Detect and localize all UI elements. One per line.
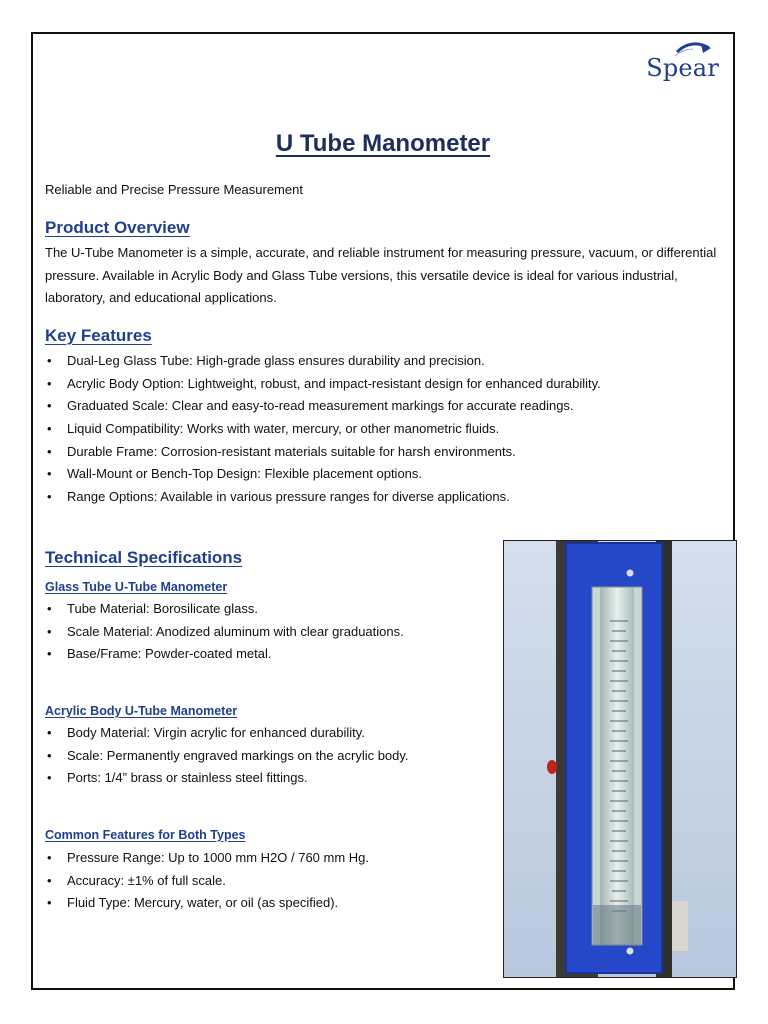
tagline: Reliable and Precise Pressure Measurement — [45, 182, 303, 197]
list-item: • Graduated Scale: Clear and easy-to-read measurement markings for accurate readings. — [45, 395, 601, 418]
list-item: • Tube Material: Borosilicate glass. — [45, 598, 404, 621]
document-page — [31, 32, 735, 990]
list-item: • Body Material: Virgin acrylic for enhanced durability. — [45, 722, 409, 745]
list-item: • Liquid Compatibility: Works with water, mercury, or other manometric fluids. — [45, 418, 601, 441]
overview-text: The U-Tube Manometer is a simple, accurate, and reliable instrument for measuring pressure, vacuum, or differential pressure. Available in Acrylic Body and Glass Tube versions, this versatile device is ideal for various industrial, laboratory, and educational applications. — [45, 245, 717, 305]
acrylic-body-subheading: Acrylic Body U-Tube Manometer — [45, 704, 238, 718]
manometer-illustration — [504, 541, 737, 978]
glass-tube-subheading: Glass Tube U-Tube Manometer — [45, 580, 228, 594]
list-item: • Accuracy: ±1% of full scale. — [45, 870, 369, 893]
overview-heading: Product Overview — [45, 218, 190, 237]
list-item: • Wall-Mount or Bench-Top Design: Flexible placement options. — [45, 463, 601, 486]
key-features-heading: Key Features — [45, 326, 152, 345]
acrylic-body-specs-list — [45, 722, 409, 790]
list-item: • Fluid Type: Mercury, water, or oil (as specified). — [45, 892, 369, 915]
list-item: • Dual-Leg Glass Tube: High-grade glass ensures durability and precision. — [45, 350, 601, 373]
list-item: • Ports: 1/4” brass or stainless steel fittings. — [45, 767, 409, 790]
list-item: • Base/Frame: Powder-coated metal. — [45, 643, 404, 666]
list-item: • Acrylic Body Option: Lightweight, robust, and impact-resistant design for enhanced durability. — [45, 373, 601, 396]
page-title: U Tube Manometer — [275, 130, 491, 157]
list-item: • Scale: Permanently engraved markings on the acrylic body. — [45, 745, 409, 768]
list-item: • Scale Material: Anodized aluminum with clear graduations. — [45, 621, 404, 644]
list-item: • Range Options: Available in various pressure ranges for diverse applications. — [45, 486, 601, 509]
common-features-list — [45, 847, 369, 915]
glass-tube-specs-list — [45, 598, 404, 666]
list-item: • Pressure Range: Up to 1000 mm H2O / 760 mm Hg. — [45, 847, 369, 870]
list-item: • Durable Frame: Corrosion-resistant materials suitable for harsh environments. — [45, 441, 601, 464]
manometer-photo — [503, 540, 737, 978]
logo-wordmark: Spear — [646, 54, 719, 82]
tech-specs-heading: Technical Specifications — [45, 548, 243, 567]
common-features-subheading: Common Features for Both Types — [45, 828, 246, 842]
key-features-list — [45, 350, 601, 509]
spear-logo — [641, 40, 719, 84]
